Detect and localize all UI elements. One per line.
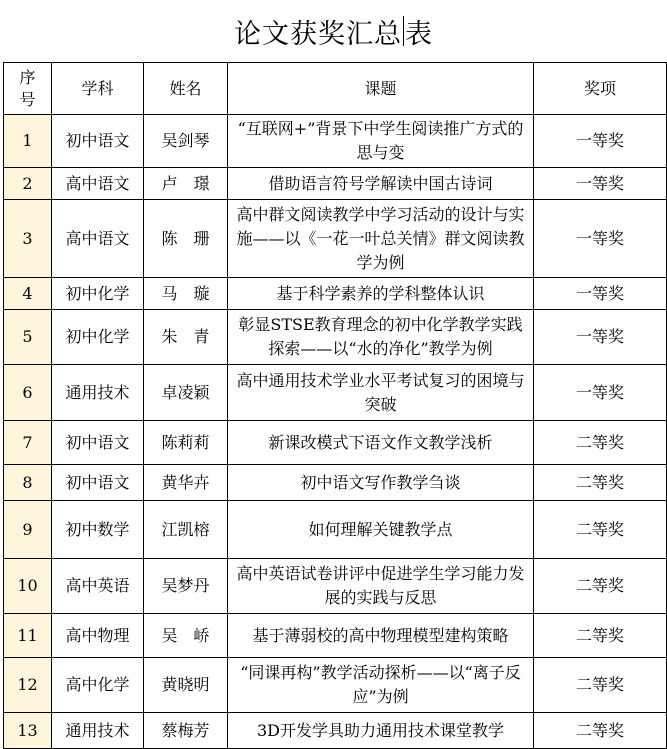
header-seq-line2: 号 <box>19 89 36 109</box>
row-subject: 高中英语 <box>52 559 144 614</box>
row-topic: “互联网+”背景下中学生阅读推广方式的思与变 <box>228 115 534 168</box>
row-topic: 彰显STSE教育理念的初中化学教学实践探索——以“水的净化”教学为例 <box>228 310 534 365</box>
row-number: 6 <box>4 365 52 421</box>
row-number: 11 <box>4 614 52 658</box>
row-number: 2 <box>4 168 52 200</box>
row-name: 黄华卉 <box>144 465 228 501</box>
row-award: 一等奖 <box>534 310 667 365</box>
row-award: 一等奖 <box>534 278 667 310</box>
row-award: 二等奖 <box>534 658 667 713</box>
row-subject: 初中语文 <box>52 421 144 465</box>
row-subject: 初中化学 <box>52 310 144 365</box>
row-subject: 初中数学 <box>52 501 144 559</box>
row-name: 吴 峤 <box>144 614 228 658</box>
row-topic: 如何理解关键教学点 <box>228 501 534 559</box>
award-table-body <box>4 63 667 749</box>
row-subject: 通用技术 <box>52 713 144 749</box>
row-award: 二等奖 <box>534 559 667 614</box>
header-seq-line1: 序 <box>19 67 36 87</box>
row-award: 二等奖 <box>534 501 667 559</box>
table-row <box>4 658 667 713</box>
title-text-end: 表 <box>405 18 433 50</box>
table-row <box>4 200 667 278</box>
header-award: 奖项 <box>534 63 667 115</box>
row-name: 朱 青 <box>144 310 228 365</box>
row-subject: 高中化学 <box>52 658 144 713</box>
row-name: 陈莉莉 <box>144 421 228 465</box>
row-topic: 3D开发学具助力通用技术课堂教学 <box>228 713 534 749</box>
award-table <box>3 62 667 749</box>
document-title <box>0 0 667 62</box>
table-row <box>4 559 667 614</box>
row-topic: “同课再构”教学活动探析——以“离子反应”为例 <box>228 658 534 713</box>
header-topic: 课题 <box>228 63 534 115</box>
row-award: 一等奖 <box>534 365 667 421</box>
row-award: 二等奖 <box>534 465 667 501</box>
row-subject: 高中语文 <box>52 168 144 200</box>
row-number: 13 <box>4 713 52 749</box>
table-row <box>4 465 667 501</box>
row-name: 黄晓明 <box>144 658 228 713</box>
row-topic: 基于薄弱校的高中物理模型建构策略 <box>228 614 534 658</box>
row-award: 二等奖 <box>534 421 667 465</box>
table-row <box>4 365 667 421</box>
row-award: 二等奖 <box>534 614 667 658</box>
row-name: 江凯榕 <box>144 501 228 559</box>
row-name: 马 璇 <box>144 278 228 310</box>
header-subject: 学科 <box>52 63 144 115</box>
table-row <box>4 614 667 658</box>
row-number: 7 <box>4 421 52 465</box>
row-name: 卢 璟 <box>144 168 228 200</box>
row-subject: 高中物理 <box>52 614 144 658</box>
row-topic: 新课改模式下语文作文教学浅析 <box>228 421 534 465</box>
row-topic: 基于科学素养的学科整体认识 <box>228 278 534 310</box>
row-number: 3 <box>4 200 52 278</box>
row-topic: 高中通用技术学业水平考试复习的困境与突破 <box>228 365 534 421</box>
row-name: 蔡梅芳 <box>144 713 228 749</box>
row-name: 陈 珊 <box>144 200 228 278</box>
title-text: 论文获奖汇总 <box>234 18 402 50</box>
row-name: 卓凌颖 <box>144 365 228 421</box>
table-row <box>4 421 667 465</box>
row-award: 二等奖 <box>534 713 667 749</box>
row-subject: 通用技术 <box>52 365 144 421</box>
row-subject: 初中语文 <box>52 465 144 501</box>
row-topic: 高中英语试卷讲评中促进学生学习能力发展的实践与反思 <box>228 559 534 614</box>
table-row <box>4 168 667 200</box>
row-award: 一等奖 <box>534 115 667 168</box>
row-subject: 初中语文 <box>52 115 144 168</box>
row-award: 一等奖 <box>534 200 667 278</box>
table-row <box>4 310 667 365</box>
row-topic: 初中语文写作教学刍谈 <box>228 465 534 501</box>
text-cursor <box>403 16 404 46</box>
row-number: 8 <box>4 465 52 501</box>
table-row <box>4 501 667 559</box>
row-topic: 借助语言符号学解读中国古诗词 <box>228 168 534 200</box>
row-award: 一等奖 <box>534 168 667 200</box>
row-subject: 初中化学 <box>52 278 144 310</box>
row-number: 1 <box>4 115 52 168</box>
table-row <box>4 115 667 168</box>
row-number: 9 <box>4 501 52 559</box>
header-name: 姓名 <box>144 63 228 115</box>
table-row <box>4 278 667 310</box>
row-number: 12 <box>4 658 52 713</box>
table-row <box>4 713 667 749</box>
row-name: 吴梦丹 <box>144 559 228 614</box>
row-topic: 高中群文阅读教学中学习活动的设计与实施——以《一花一叶总关情》群文阅读教学为例 <box>228 200 534 278</box>
row-number: 10 <box>4 559 52 614</box>
row-name: 吴剑琴 <box>144 115 228 168</box>
row-number: 5 <box>4 310 52 365</box>
table-header-row <box>4 63 667 115</box>
header-seq <box>4 63 52 115</box>
row-number: 4 <box>4 278 52 310</box>
row-subject: 高中语文 <box>52 200 144 278</box>
